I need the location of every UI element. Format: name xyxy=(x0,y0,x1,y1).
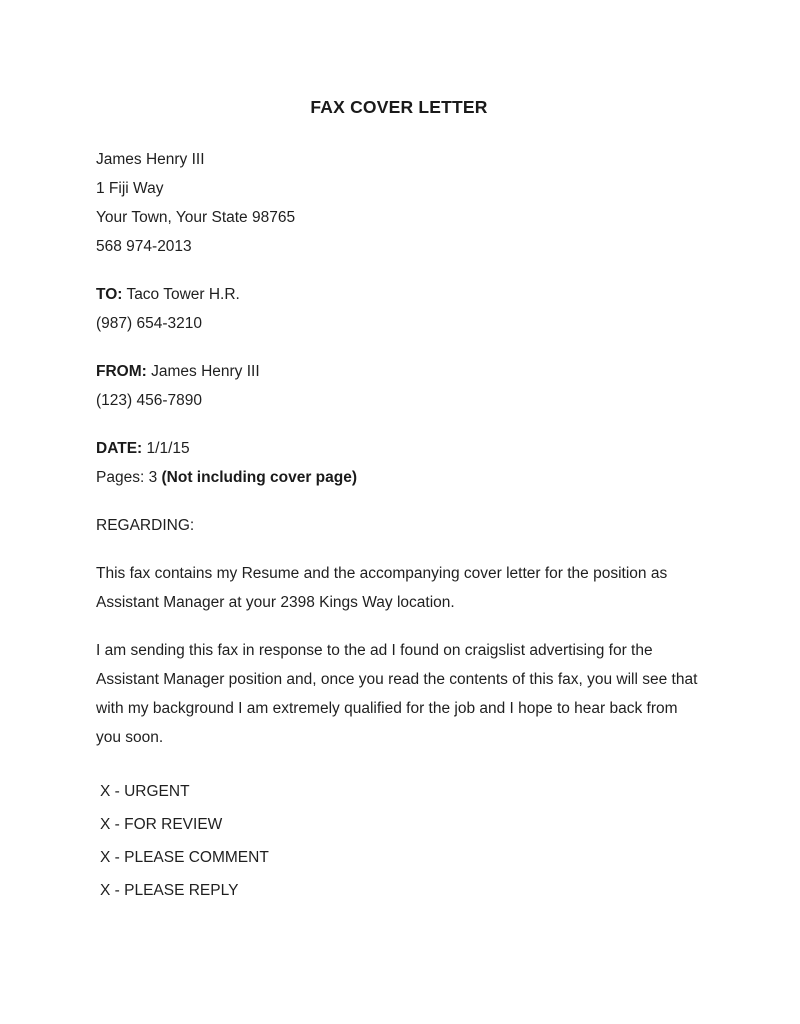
sender-phone: 568 974-2013 xyxy=(96,238,192,255)
regarding-label: REGARDING: xyxy=(96,517,195,534)
to-phone: (987) 654-3210 xyxy=(96,315,202,332)
to-label: TO: xyxy=(96,286,123,303)
sender-street: 1 Fiji Way xyxy=(96,180,164,197)
pages-line xyxy=(96,463,702,492)
regarding-block xyxy=(96,511,702,540)
fax-checklist xyxy=(96,775,702,907)
date-value: 1/1/15 xyxy=(146,440,190,457)
date-pages-block xyxy=(96,434,702,492)
from-block xyxy=(96,357,702,415)
body-paragraph-2: I am sending this fax in response to the ad I found on craigslist advertising for the Assistant Manager position and, once you read the contents of this fax, you will see that with my background I am extremely qualified for the job and I hope to hear back from you soon. xyxy=(96,642,698,746)
from-value: James Henry III xyxy=(151,363,260,380)
from-line xyxy=(96,357,702,386)
checklist-item-urgent: X - URGENT xyxy=(100,783,190,800)
to-value: Taco Tower H.R. xyxy=(126,286,240,303)
body-paragraph-1: This fax contains my Resume and the accompanying cover letter for the position as Assistant Manager at your 2398 Kings Way location. xyxy=(96,565,668,611)
date-label: DATE: xyxy=(96,440,143,457)
pages-value: 3 xyxy=(148,469,158,486)
pages-label: Pages: xyxy=(96,469,145,486)
from-label: FROM: xyxy=(96,363,147,380)
to-line xyxy=(96,280,702,309)
checklist-item-for-review: X - FOR REVIEW xyxy=(100,816,223,833)
sender-city-state-zip: Your Town, Your State 98765 xyxy=(96,209,296,226)
pages-note: (Not including cover page) xyxy=(161,469,357,486)
date-line xyxy=(96,434,702,463)
checklist-item-please-reply: X - PLEASE REPLY xyxy=(100,882,239,899)
checklist-item-please-comment: X - PLEASE COMMENT xyxy=(100,849,269,866)
page-title: FAX COVER LETTER xyxy=(310,97,488,117)
sender-name: James Henry III xyxy=(96,151,205,168)
from-phone: (123) 456-7890 xyxy=(96,392,202,409)
sender-address-block xyxy=(96,145,702,261)
to-block xyxy=(96,280,702,338)
